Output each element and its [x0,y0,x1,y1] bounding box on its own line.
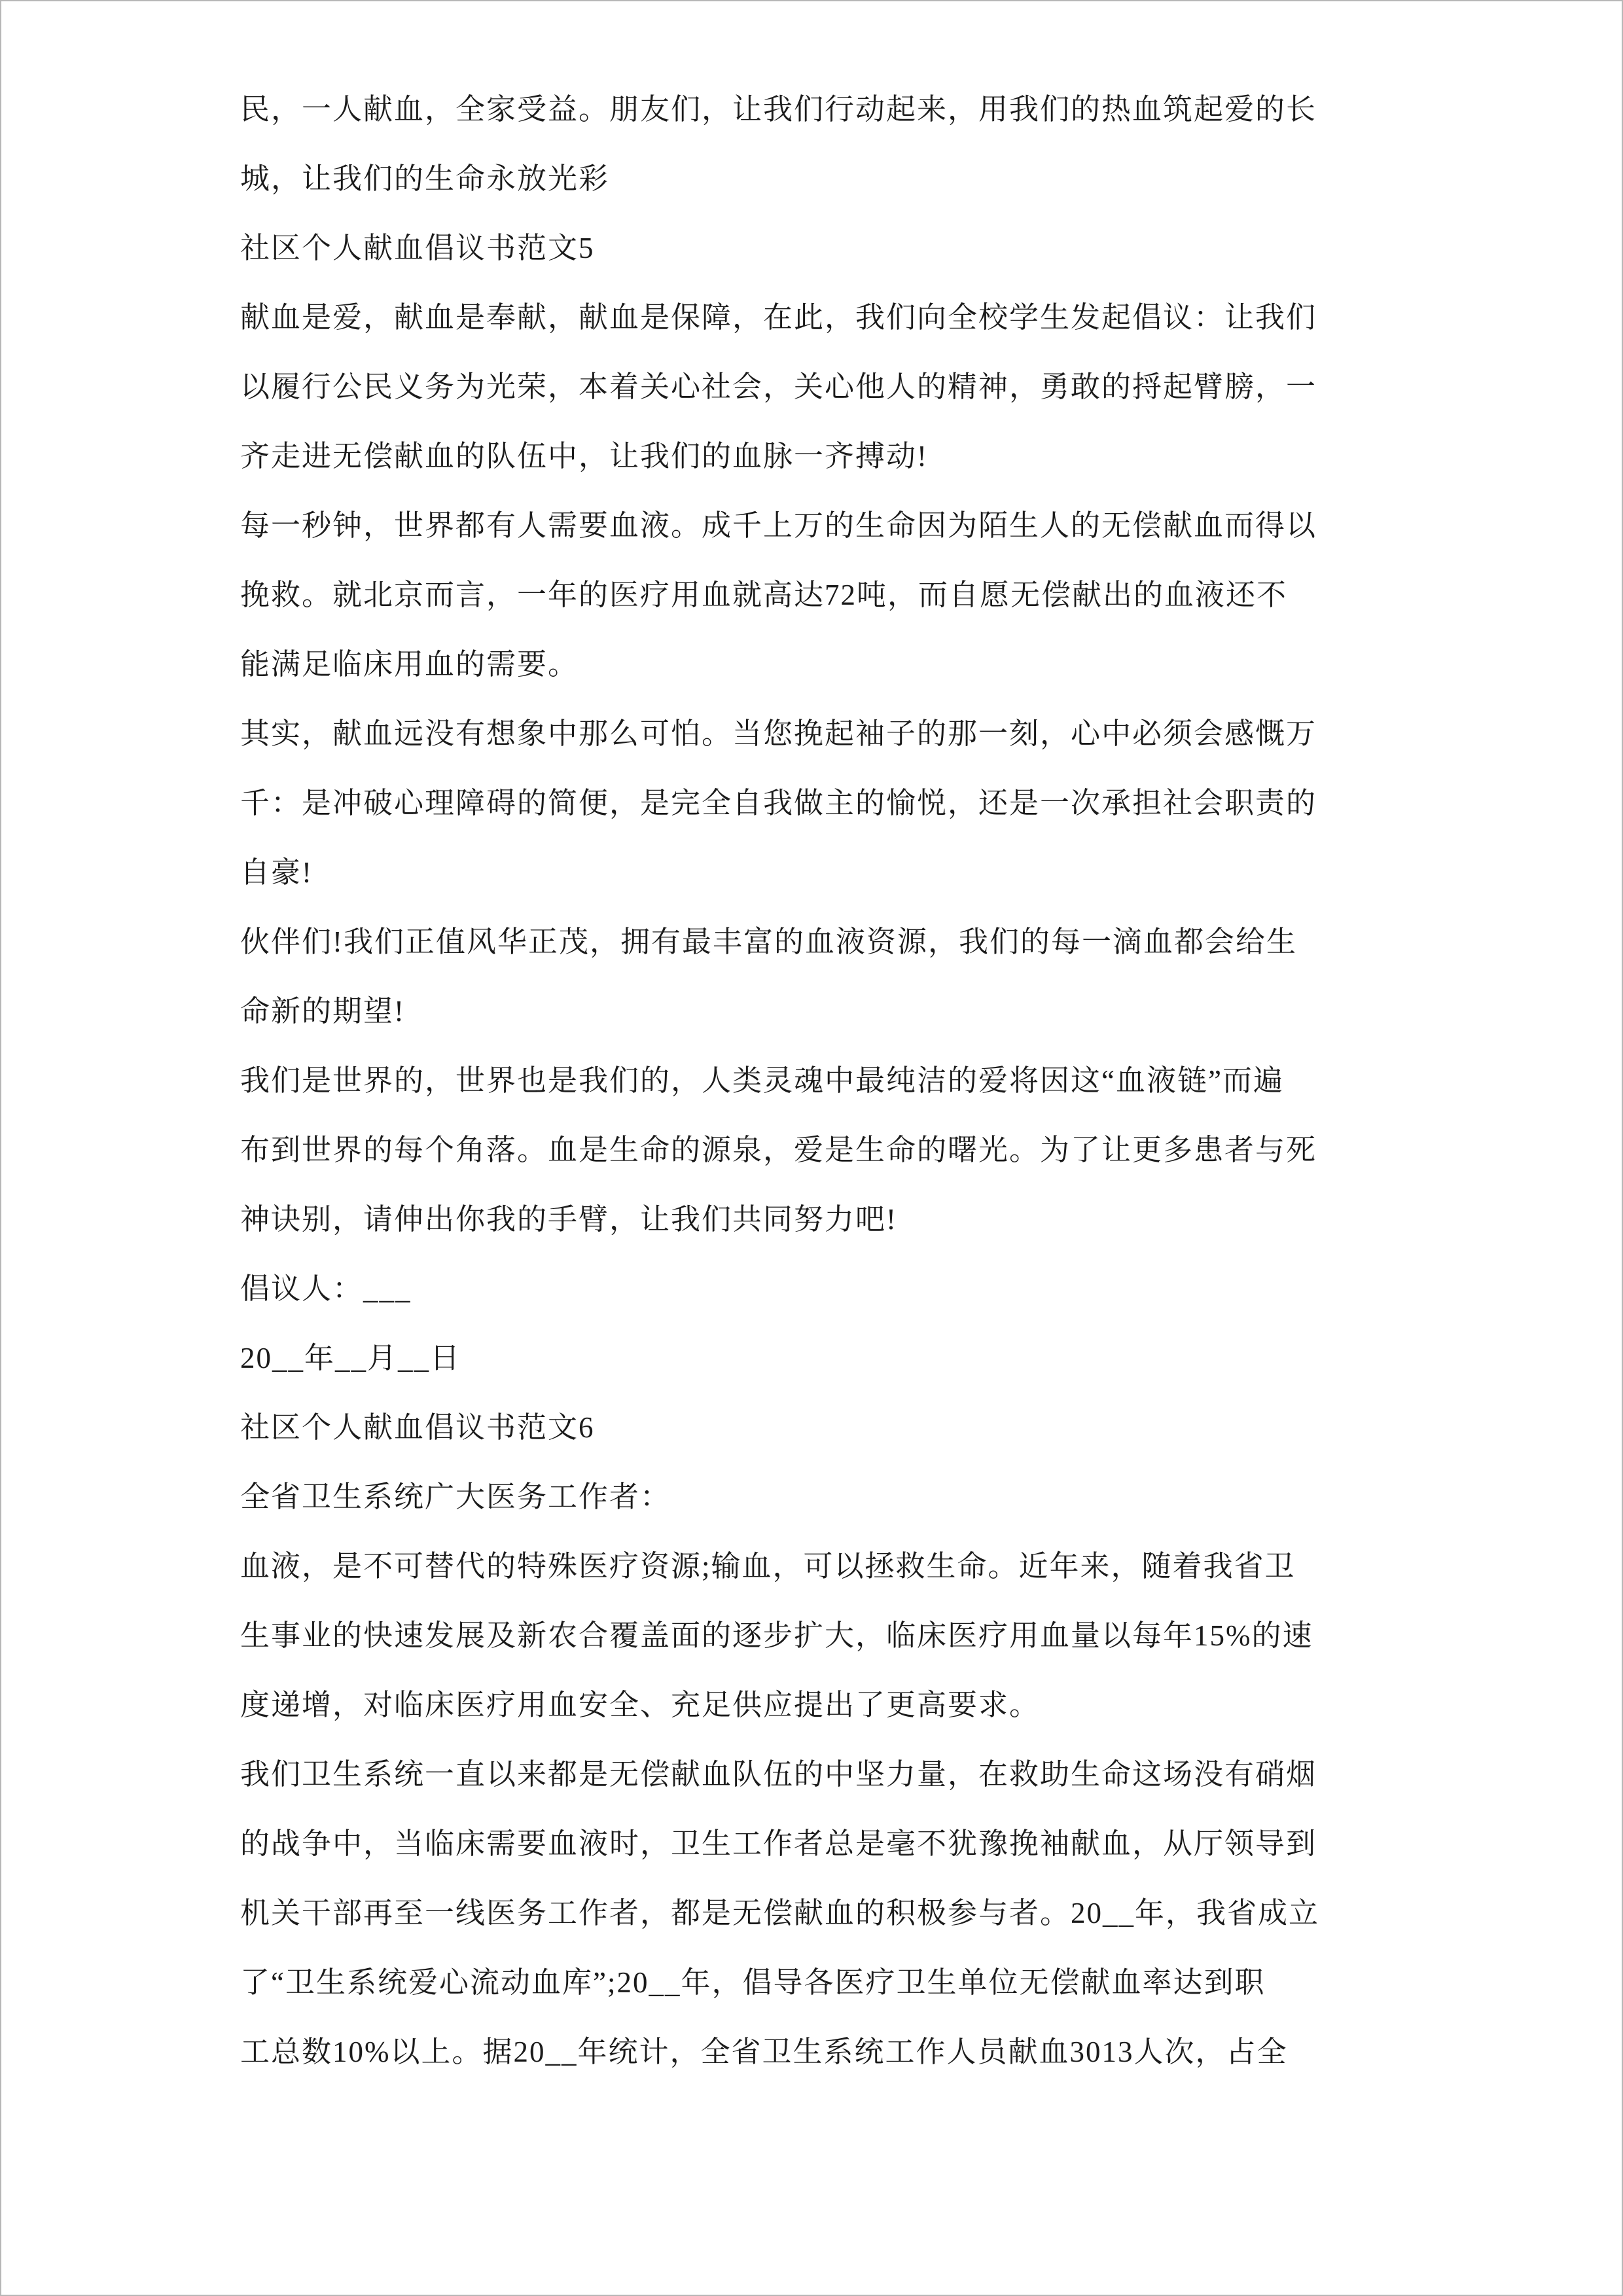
text-line: 每一秒钟，世界都有人需要血液。成千上万的生命因为陌生人的无偿献血而得以 [240,509,1317,542]
text-line: 生事业的快速发展及新农合覆盖面的逐步扩大，临床医疗用血量以每年15%的速 [240,1619,1313,1652]
section-title-6: 社区个人献血倡议书范文6 [240,1411,595,1444]
section-title-5: 社区个人献血倡议书范文5 [240,232,595,264]
document-body [1,1,1622,2087]
text-line: 其实，献血远没有想象中那么可怕。当您挽起袖子的那一刻，心中必须会感慨万 [240,717,1317,750]
text-line: 血液，是不可替代的特殊医疗资源;输血，可以拯救生命。近年来，随着我省卫 [240,1550,1296,1583]
text-line: 机关干部再至一线医务工作者，都是无偿献血的积极参与者。20__年，我省成立 [240,1897,1320,1929]
text-line: 以履行公民义务为光荣，本着关心社会，关心他人的精神，勇敢的捋起臂膀，一 [240,370,1317,403]
text-line: 神诀别，请伸出你我的手臂，让我们共同努力吧! [240,1203,897,1236]
signature-line: 倡议人：___ [240,1272,412,1305]
text-line: 齐走进无偿献血的队伍中，让我们的血脉一齐搏动! [240,440,928,473]
text-line: 了“卫生系统爱心流动血库”;20__年，倡导各医疗卫生单位无偿献血率达到职 [240,1966,1266,1999]
text-line: 能满足临床用血的需要。 [240,648,579,681]
text-line: 城，让我们的生命永放光彩 [240,162,610,195]
text-line: 民，一人献血，全家受益。朋友们，让我们行动起来，用我们的热血筑起爱的长 [240,93,1317,126]
text-line: 千：是冲破心理障碍的简便，是完全自我做主的愉悦，还是一次承担社会职责的 [240,787,1317,819]
text-line: 自豪! [240,856,313,889]
text-line: 我们是世界的，世界也是我们的，人类灵魂中最纯洁的爱将因这“血液链”而遍 [240,1064,1284,1097]
text-line: 献血是爱，献血是奉献，献血是保障，在此，我们向全校学生发起倡议：让我们 [240,301,1317,334]
text-line: 我们卫生系统一直以来都是无偿献血队伍的中坚力量，在救助生命这场没有硝烟 [240,1758,1317,1791]
salutation-line: 全省卫生系统广大医务工作者： [240,1480,671,1513]
date-line: 20__年__月__日 [240,1342,461,1374]
text-line: 工总数10%以上。据20__年统计，全省卫生系统工作人员献血3013人次，占全 [240,2036,1288,2068]
text-line: 布到世界的每个角落。血是生命的源泉，爱是生命的曙光。为了让更多患者与死 [240,1134,1317,1166]
text-line: 挽救。就北京而言，一年的医疗用血就高达72吨，而自愿无偿献出的血液还不 [240,579,1288,611]
text-line: 伙伴们!我们正值风华正茂，拥有最丰富的血液资源，我们的每一滴血都会给生 [240,925,1297,958]
text-line: 命新的期望! [240,995,405,1028]
text-line: 的战争中，当临床需要血液时，卫生工作者总是毫不犹豫挽袖献血，从厅领导到 [240,1827,1317,1860]
text-line: 度递增，对临床医疗用血安全、充足供应提出了更高要求。 [240,1689,1041,1721]
